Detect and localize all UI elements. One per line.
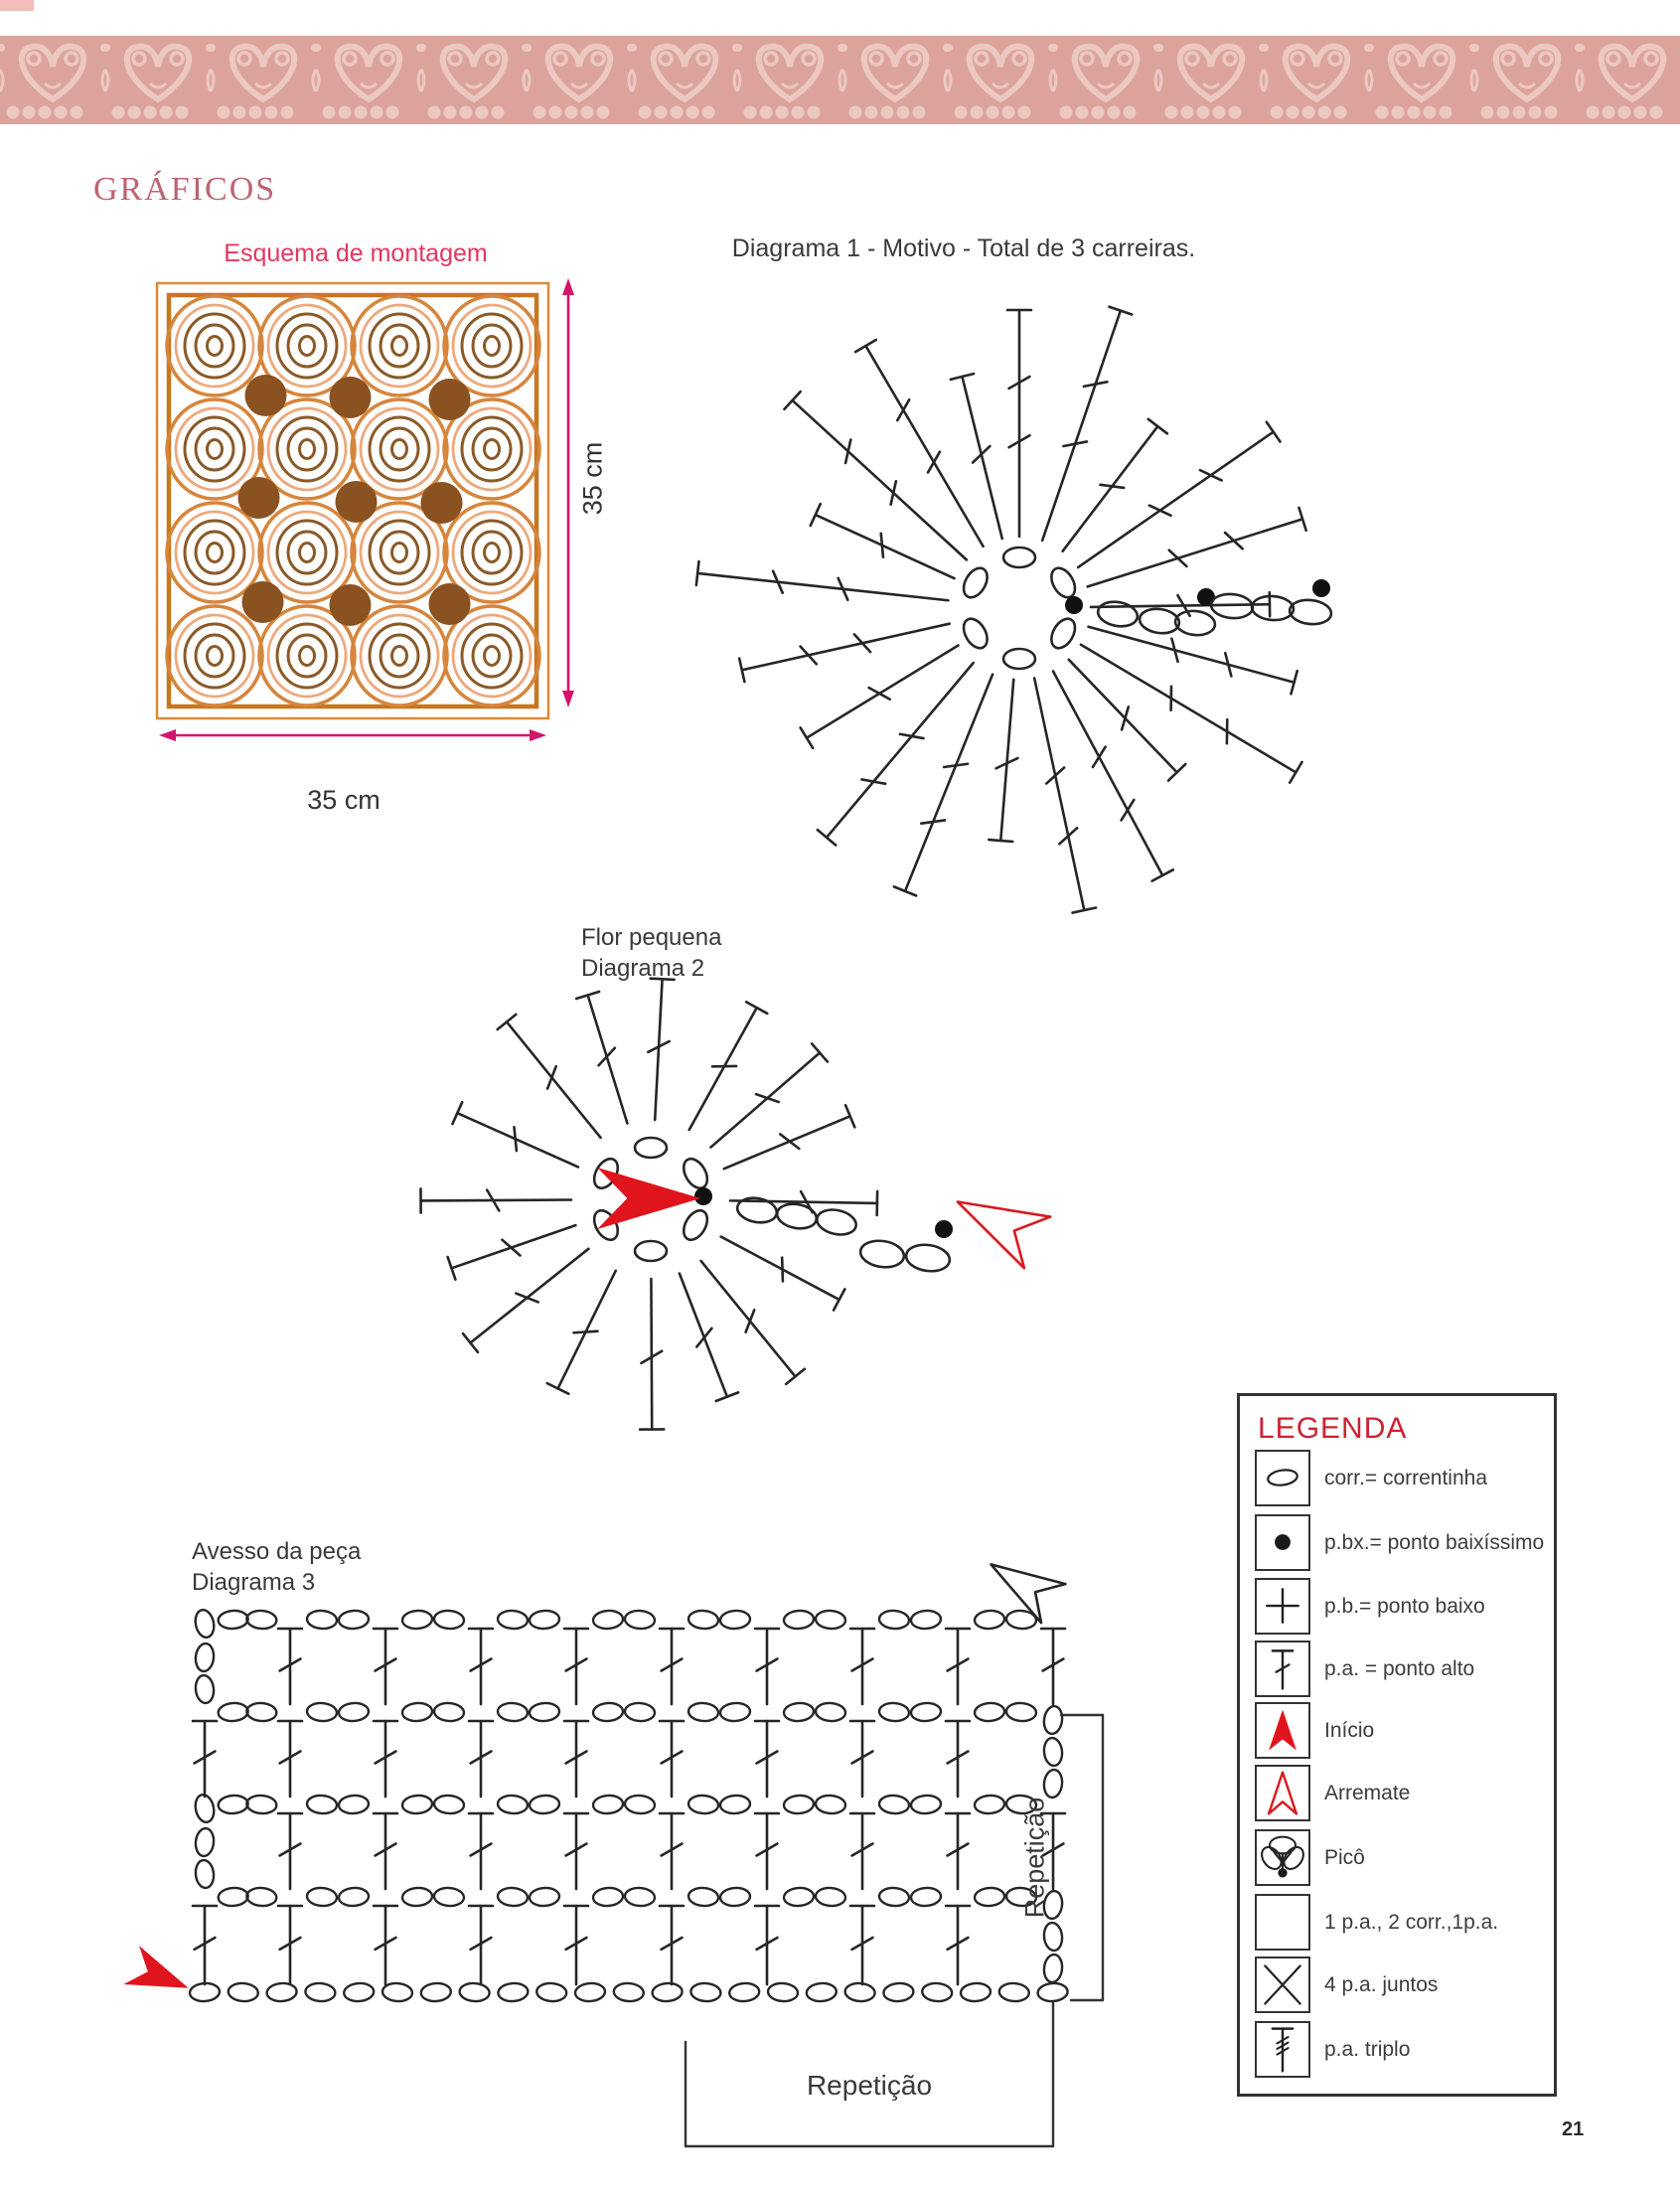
legend-item	[1255, 1702, 1374, 1759]
legend-title: LEGENDA	[1258, 1412, 1408, 1445]
legend-item	[1255, 2021, 1410, 2078]
montage-title: Esquema de montagem	[224, 239, 488, 267]
cluster-stitch-icon	[1255, 1956, 1310, 2013]
repetition-label-bottom: Repetição	[806, 2070, 933, 2101]
page-number: 21	[1562, 2118, 1585, 2140]
diagram3-title-line1: Avesso da peça	[192, 1538, 362, 1565]
diagram2-title	[581, 922, 721, 984]
legend-item-label: p.b.= ponto baixo	[1324, 1594, 1485, 1618]
triple-treble-icon	[1255, 2021, 1310, 2078]
diagram3-figure	[123, 1545, 1103, 2146]
finish-arrow-icon	[1255, 1765, 1310, 1821]
picot-stitch-icon	[1255, 1829, 1310, 1886]
legend-item-label: 1 p.a., 2 corr.,1p.a.	[1324, 1910, 1499, 1934]
diagram3-title	[192, 1536, 361, 1598]
legend-box	[1237, 1393, 1557, 2097]
legend-item-label: 4 p.a. juntos	[1324, 1972, 1439, 1996]
legend-item-label: p.bx.= ponto baixíssimo	[1324, 1530, 1545, 1554]
legend-item	[1255, 1956, 1438, 2013]
montage-height-label: 35 cm	[577, 441, 608, 516]
legend-item	[1255, 1765, 1410, 1821]
legend-item	[1255, 1829, 1365, 1886]
repetition-label-right: Repetição	[1019, 1797, 1050, 1919]
chain-stitch-icon	[1255, 1450, 1310, 1506]
diagram1-figure	[696, 307, 1332, 913]
legend-item	[1255, 1514, 1544, 1571]
montage-width-label: 35 cm	[307, 785, 381, 815]
legend-item-label: Início	[1324, 1718, 1375, 1742]
legend-item	[1255, 1894, 1498, 1951]
diagram2-title-line2: Diagrama 2	[581, 955, 705, 982]
legend-item	[1255, 1578, 1485, 1635]
legend-item-label: corr.= correntinha	[1324, 1466, 1488, 1489]
v-stitch-icon	[1255, 1894, 1310, 1951]
legend-item-label: p.a. triplo	[1324, 2037, 1411, 2061]
legend-item-label: Picô	[1324, 1845, 1365, 1869]
start-arrow-icon	[1255, 1702, 1310, 1759]
slip-stitch-icon	[1255, 1514, 1310, 1571]
legend-item	[1255, 1450, 1487, 1506]
diagram1-title: Diagrama 1 - Motivo - Total de 3 carreiras.	[731, 235, 1196, 262]
diagram2-title-line1: Flor pequena	[581, 924, 722, 951]
legend-item-label: Arremate	[1324, 1781, 1411, 1804]
legend-item-label: p.a. = ponto alto	[1324, 1656, 1475, 1680]
page-title: GRÁFICOS	[93, 171, 277, 208]
legend-item	[1255, 1641, 1474, 1697]
montage-figure	[157, 278, 574, 741]
treble-stitch-icon	[1255, 1641, 1310, 1697]
diagram3-title-line2: Diagrama 3	[192, 1569, 316, 1596]
diagram2-figure	[420, 979, 1050, 1430]
single-crochet-icon	[1255, 1578, 1310, 1635]
